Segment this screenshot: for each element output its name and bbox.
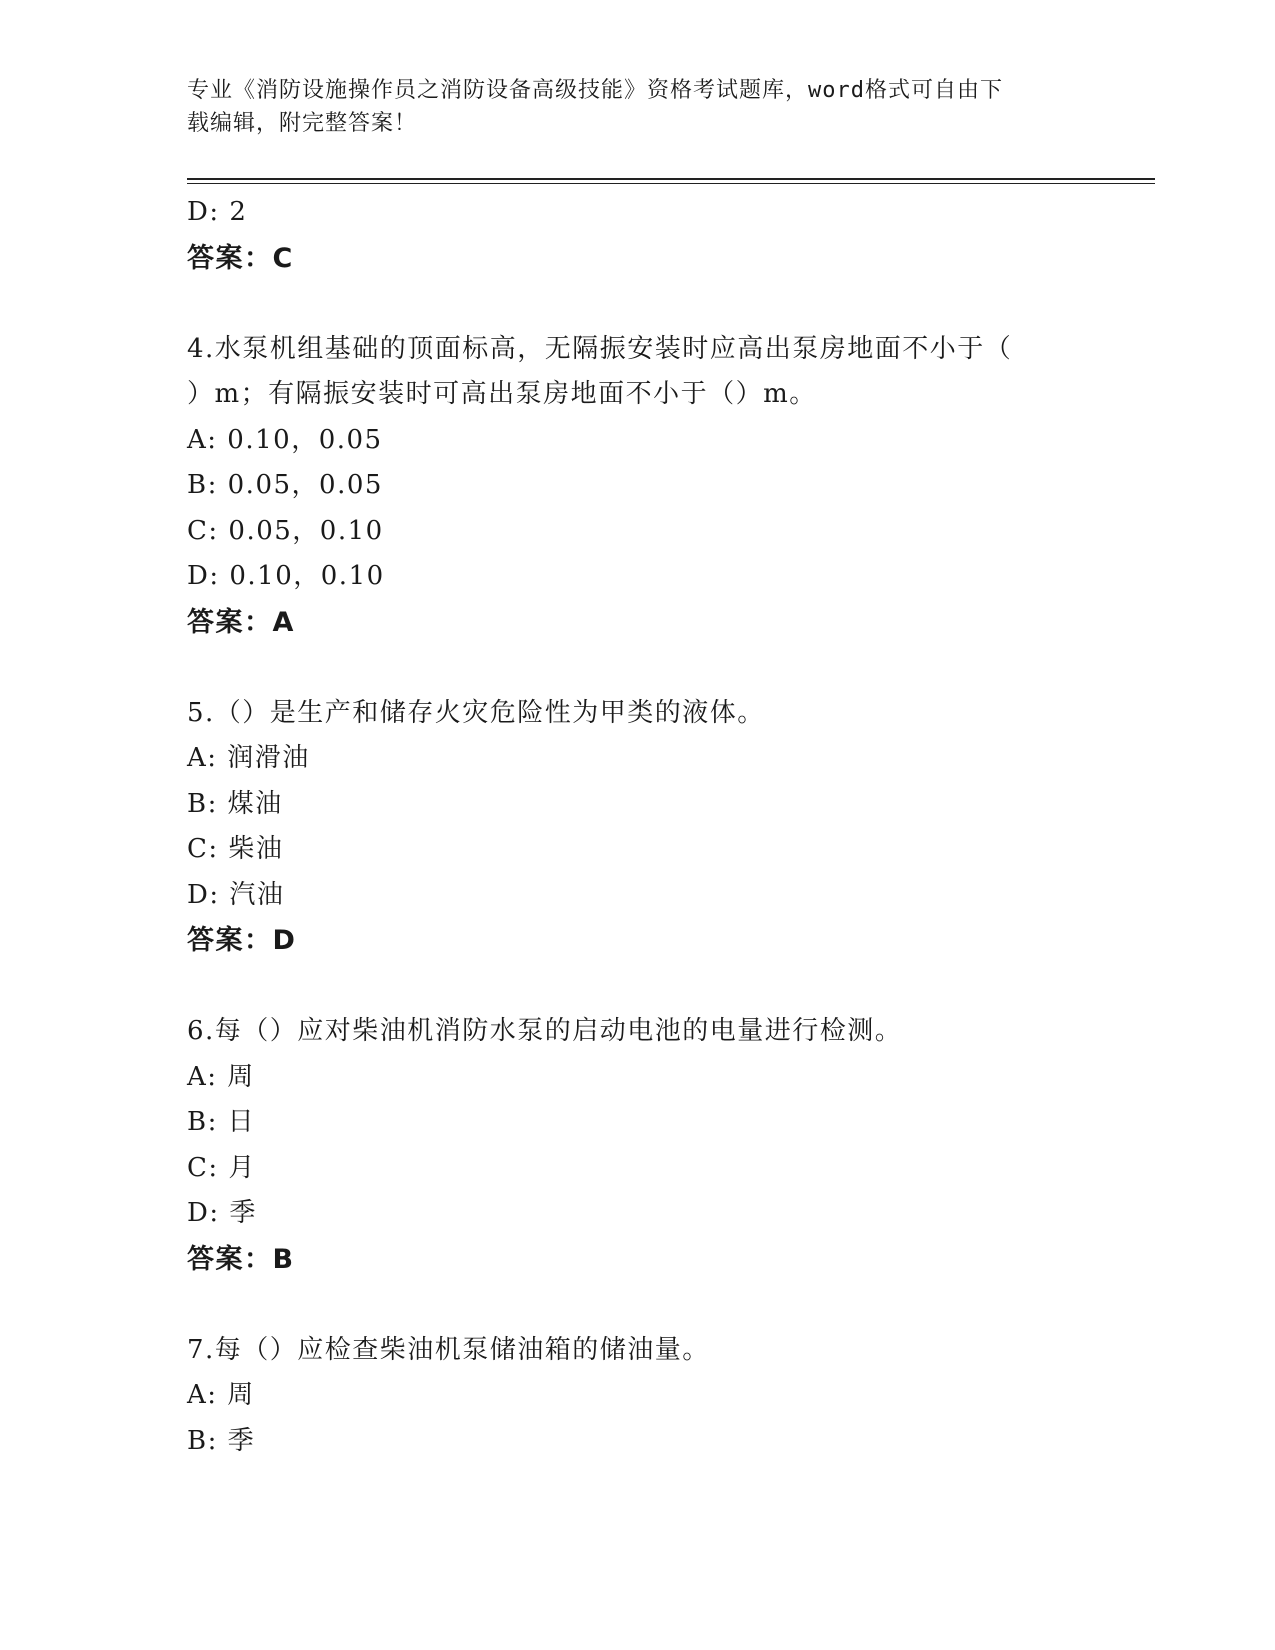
option-a: A: 润滑油: [187, 743, 310, 773]
option-b: B: 日: [187, 1107, 256, 1137]
question-5: [187, 691, 1155, 964]
header-divider-thick: [187, 178, 1155, 180]
header-line-2: 载编辑，附完整答案！: [187, 111, 418, 136]
question-7: [187, 1328, 1155, 1465]
option-d: D: 汽油: [187, 879, 285, 910]
answer: 答案：D: [187, 925, 297, 956]
question-stem: 4.水泵机组基础的顶面标高，无隔振安装时应高出泵房地面不小于（: [187, 333, 1013, 364]
header-divider-thin: [187, 183, 1155, 184]
header-line-1: 专业《消防设施操作员之消防设备高级技能》资格考试题库，word格式可自由下: [187, 78, 1003, 103]
option-a: A: 周: [187, 1061, 255, 1092]
question-3-tail: [187, 190, 1155, 281]
spacer: [187, 281, 1155, 327]
option-b: B: 0.05，0.05: [187, 470, 383, 500]
question-stem: 5.（）是生产和储存火灾危险性为甲类的液体。: [187, 697, 765, 728]
question-stem-continued: ）m；有隔振安装时可高出泵房地面不小于（）m。: [187, 379, 817, 409]
option-c: C: 0.05，0.10: [187, 515, 384, 546]
option-a: A: 周: [187, 1380, 255, 1410]
spacer: [187, 1282, 1155, 1328]
document-header: [187, 74, 1087, 140]
question-stem: 6.每（）应对柴油机消防水泵的启动电池的电量进行检测。: [187, 1016, 903, 1046]
option-d: D: 0.10，0.10: [187, 561, 385, 591]
question-4: [187, 327, 1155, 646]
answer: 答案：A: [187, 606, 295, 638]
option-c: C: 柴油: [187, 834, 284, 864]
spacer: [187, 964, 1155, 1010]
option-b: B: 煤油: [187, 788, 283, 819]
option-b: B: 季: [187, 1425, 256, 1456]
question-stem: 7.每（）应检查柴油机泵储油箱的储油量。: [187, 1334, 710, 1365]
option-c: C: 月: [187, 1152, 256, 1183]
option-d: D: 2: [187, 197, 248, 227]
answer: 答案：B: [187, 1243, 295, 1275]
option-d: D: 季: [187, 1198, 257, 1228]
option-a: A: 0.10，0.05: [187, 424, 383, 455]
answer: 答案：C: [187, 242, 294, 274]
question-6: [187, 1009, 1155, 1282]
spacer: [187, 645, 1155, 691]
question-list: [187, 190, 1155, 1464]
